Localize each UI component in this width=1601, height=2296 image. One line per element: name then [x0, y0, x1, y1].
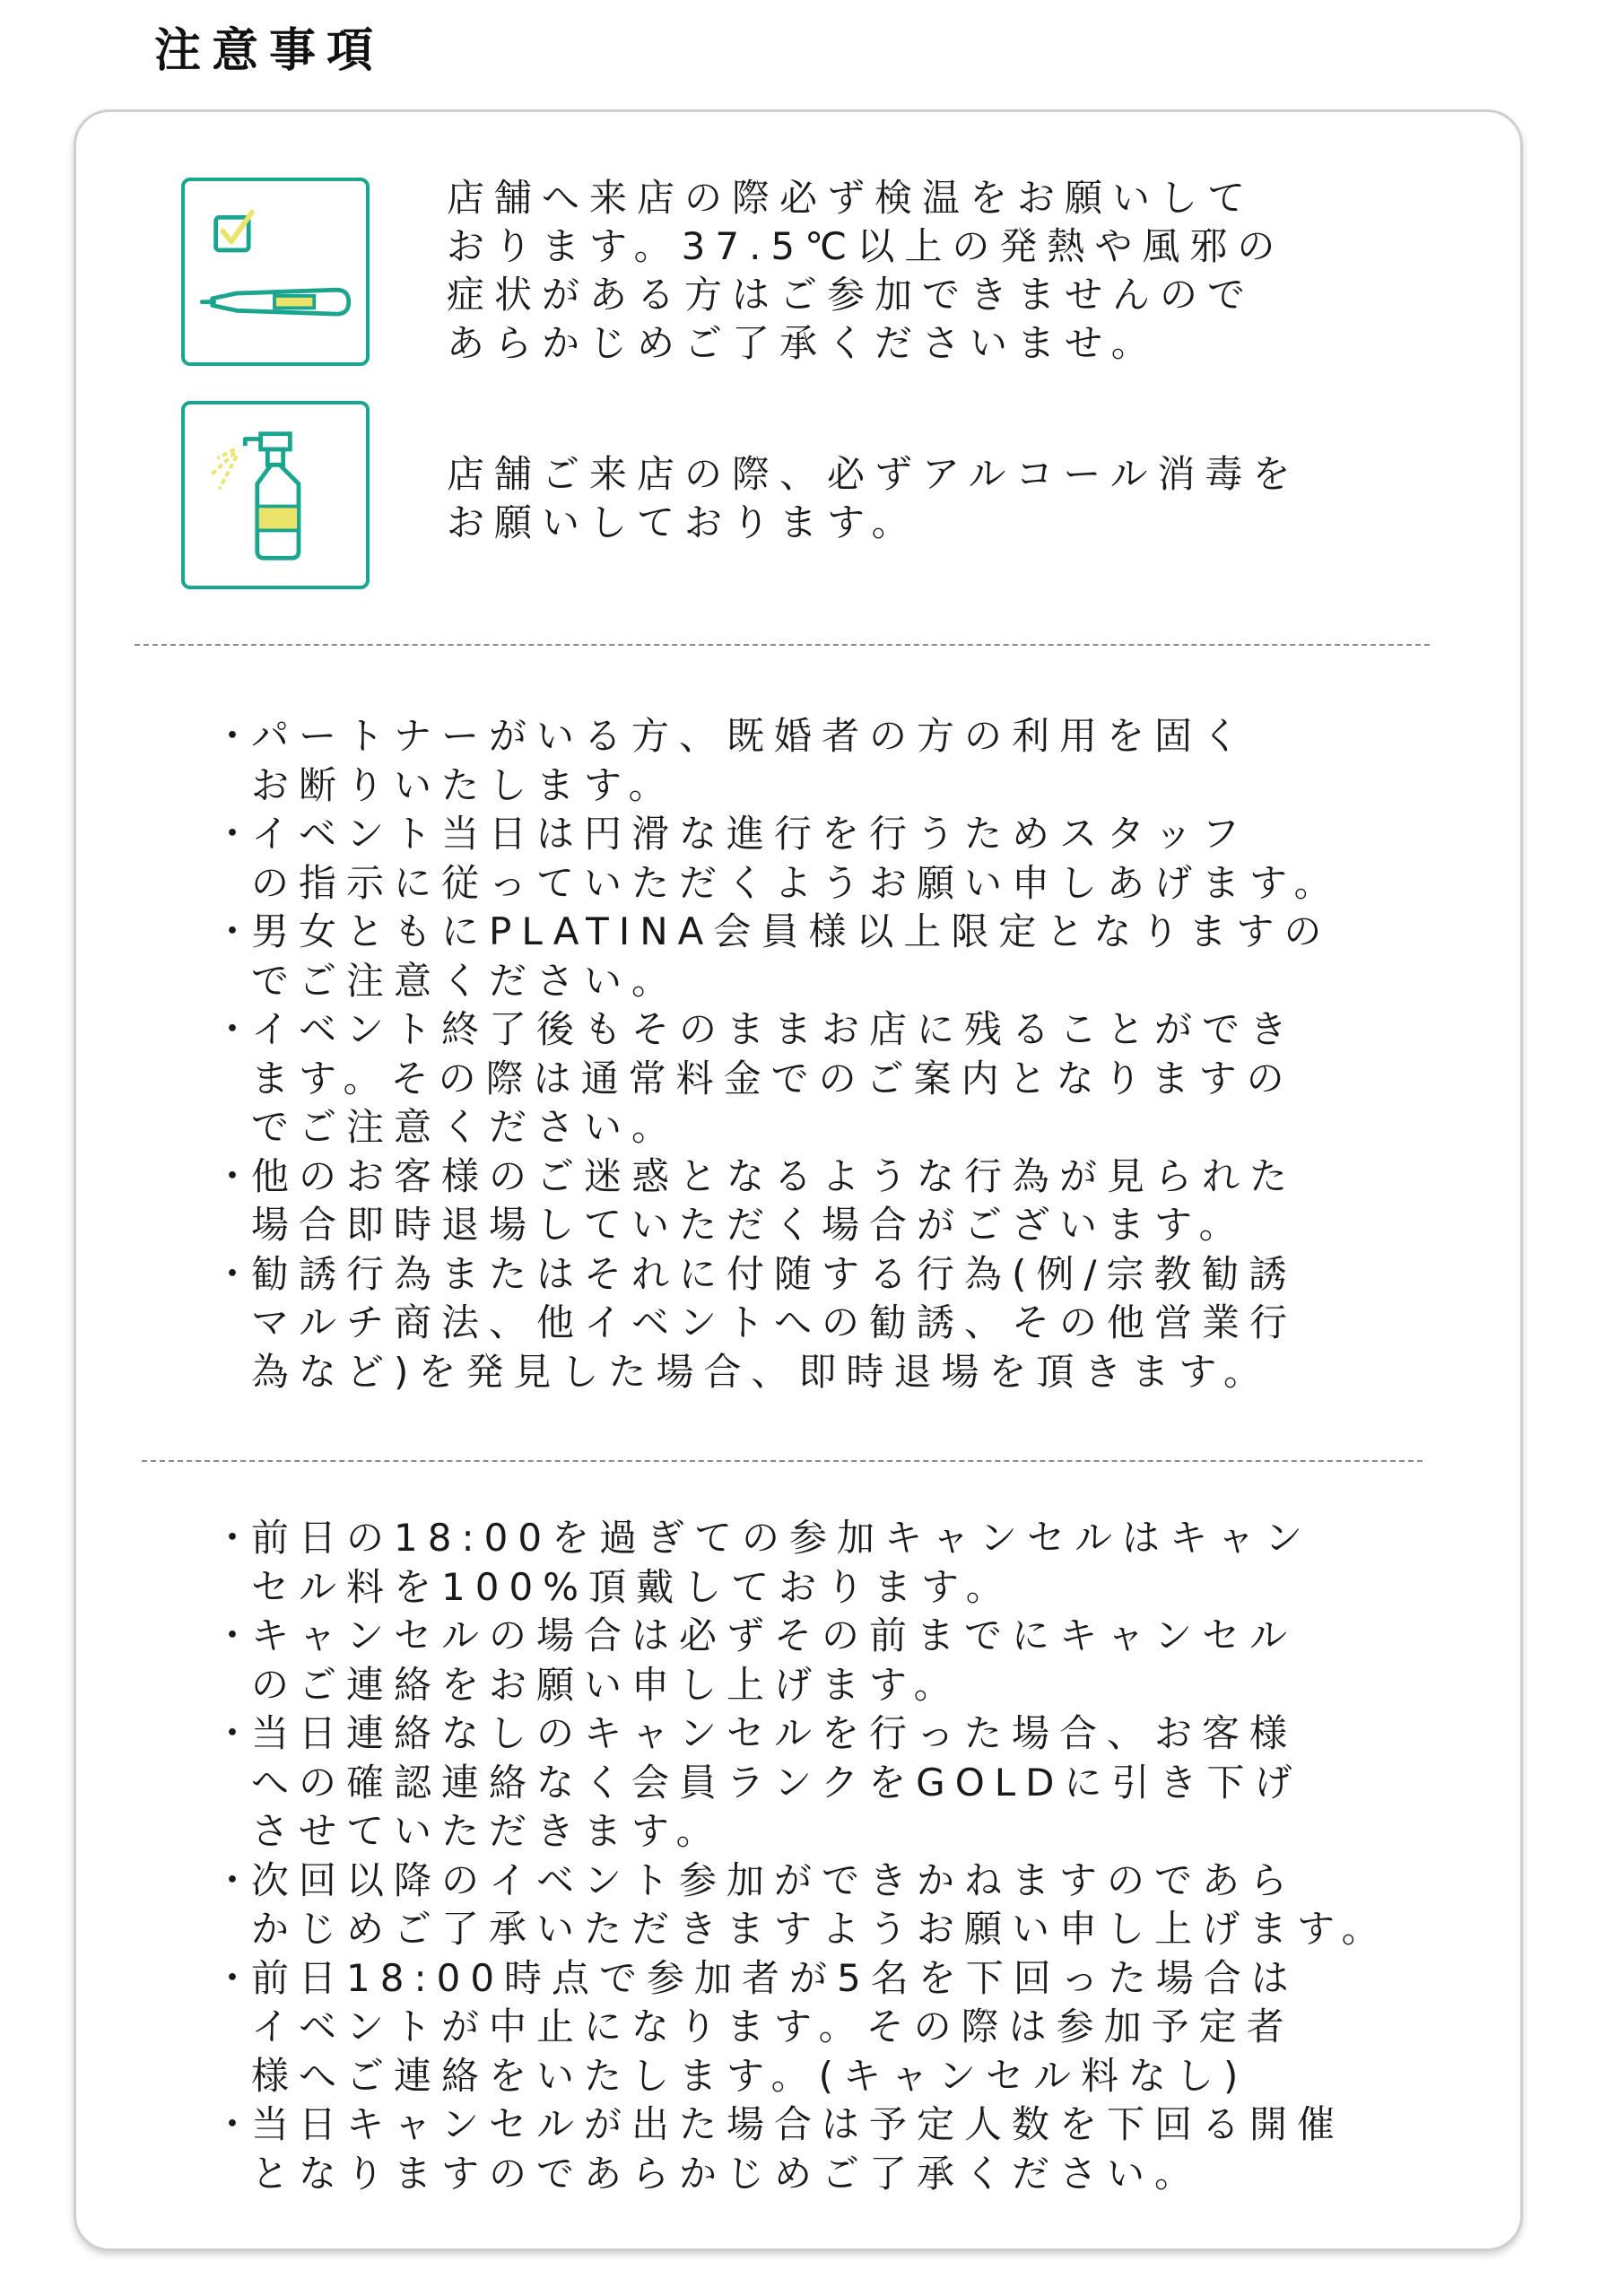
list-item: [213, 1005, 1342, 1152]
list-item: [213, 1857, 1389, 1954]
list-item-text: 当日連絡なしのキャンセルを行った場合、お客様 への確認連絡なく会員ランクをGOLDに引き下げ させていただきます。: [251, 1711, 1302, 1853]
section-divider: [135, 644, 1430, 646]
list-item: [213, 1250, 1342, 1397]
list-item-text: パートナーがいる方、既婚者の方の利用を固く お断りいたします。: [251, 714, 1250, 807]
rules-list: [213, 712, 1342, 1396]
list-item: [213, 1514, 1389, 1612]
disinfection-notice: 店舗ご来店の際、必ずアルコール消毒を お願いしております。: [447, 452, 1301, 544]
list-item-text: 男女ともにPLATINA会員様以上限定となりますの でご注意ください。: [251, 909, 1332, 1003]
list-item-text: 前日18:00時点で参加者が5名を下回った場合は イベントが中止になります。その際は参加予定者 様へご連絡をいたします。(キャンセル料なし): [251, 1955, 1299, 2098]
list-item: [213, 1612, 1389, 1709]
list-item-text: 勧誘行為またはそれに付随する行為(例/宗教勧誘 マルチ商法、他イベントへの勧誘、その他営業行 為など)を発見した場合、即時退場を頂きます。: [251, 1251, 1298, 1394]
list-item-text: 次回以降のイベント参加ができかねますのであら かじめご了承いただきますようお願い申し上げます。: [251, 1857, 1389, 1951]
bullet: ・: [213, 1007, 262, 1051]
bullet: ・: [213, 1857, 262, 1902]
bullet: ・: [213, 1251, 262, 1296]
list-item: [213, 810, 1342, 908]
bullet: ・: [213, 2102, 262, 2146]
list-item: [213, 1709, 1389, 1857]
page-title: 注意事項: [154, 24, 385, 78]
thermometer-icon: [181, 178, 370, 366]
list-item-text: イベント終了後もそのままお店に残ることができ ます。その際は通常料金でのご案内となりますの でご注意ください。: [251, 1007, 1298, 1149]
bullet: ・: [213, 1153, 262, 1198]
list-item-text: 当日キャンセルが出た場合は予定人数を下回る開催 となりますのであらかじめご了承ください。: [251, 2102, 1345, 2196]
section-divider: [142, 1460, 1423, 1462]
bullet: ・: [213, 714, 262, 758]
list-item: [213, 1954, 1389, 2101]
bullet: ・: [213, 1516, 262, 1560]
list-item: [213, 2100, 1389, 2198]
bullet: ・: [213, 1711, 262, 1755]
bullet: ・: [213, 812, 262, 856]
list-item-text: 他のお客様のご迷惑となるような行為が見られた 場合即時退場していただく場合がございます。: [251, 1153, 1298, 1247]
list-item: [213, 908, 1342, 1005]
list-item: [213, 1152, 1342, 1250]
cancellation-list: [213, 1514, 1389, 2198]
list-item-text: イベント当日は円滑な進行を行うためスタッフ の指示に従っていただくようお願い申しあげます。: [251, 812, 1342, 905]
temperature-check-notice: 店舗へ来店の際必ず検温をお願いして おります。37.5℃以上の発熱や風邪の 症状がある方はご参加できませんので あらかじめご了承くださいませ。: [447, 176, 1285, 365]
bullet: ・: [213, 909, 262, 953]
list-item-text: キャンセルの場合は必ずその前までにキャンセル のご連絡をお願い申し上げます。: [251, 1613, 1298, 1707]
sanitizer-spray-icon: [181, 401, 370, 589]
list-item: [213, 712, 1342, 810]
bullet: ・: [213, 1955, 262, 2000]
list-item-text: 前日の18:00を過ぎての参加キャンセルはキャン セル料を100%頂戴しております。: [251, 1516, 1313, 1609]
bullet: ・: [213, 1613, 262, 1657]
